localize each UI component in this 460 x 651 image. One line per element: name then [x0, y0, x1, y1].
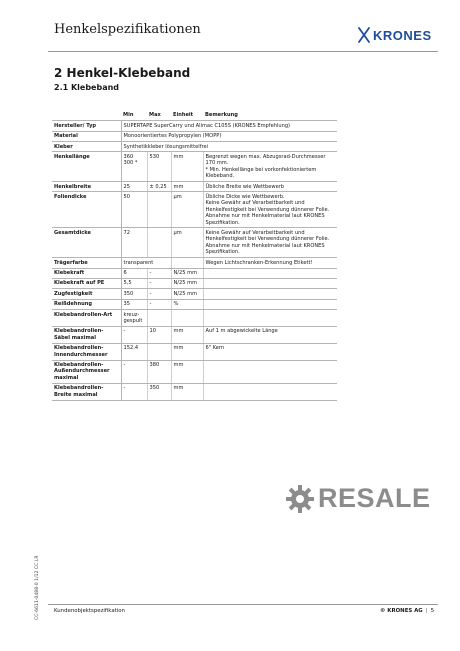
- table-row: [52, 192, 337, 228]
- row-min: 35: [121, 299, 147, 309]
- resale-watermark: [285, 483, 431, 514]
- table-row: [52, 258, 337, 268]
- row-unit: mm: [171, 182, 203, 192]
- row-note: Wegen Lichtschranken-Erkennung Etikett!: [203, 258, 337, 268]
- row-unit: µm: [171, 192, 203, 228]
- row-min: 72: [121, 228, 147, 258]
- row-max: [147, 310, 171, 327]
- row-label: Zugfestigkeit: [52, 289, 121, 299]
- spec-table-body: [52, 121, 337, 400]
- row-label: Reißdehnung: [52, 299, 121, 309]
- row-note: [203, 289, 337, 299]
- column-header-label: [52, 108, 121, 121]
- row-note: [203, 299, 337, 309]
- row-min: 5,5: [121, 278, 147, 288]
- table-row: [52, 289, 337, 299]
- row-unit: mm: [171, 343, 203, 360]
- document-code: CC-6611-0488-0 1/12 CC LR: [35, 555, 40, 620]
- row-unit: µm: [171, 228, 203, 258]
- row-unit: mm: [171, 360, 203, 383]
- footer-separator: |: [425, 608, 428, 614]
- row-note: Keine Gewähr auf Verarbeitbarkeit und Henkelfestigkeit bei Verwendung dünnerer Folie. Abnahme nur mit Henkelmaterial laut KRONES Spezifikation.: [203, 228, 337, 258]
- row-label: Hersteller/ Typ: [52, 121, 121, 131]
- table-row: [52, 268, 337, 278]
- row-note: 6" Kern: [203, 343, 337, 360]
- row-max: [147, 228, 171, 258]
- krones-logo: [358, 27, 432, 43]
- row-min: -: [121, 360, 147, 383]
- footer-document-name: Kundenobjektspezifikation: [54, 608, 125, 614]
- footer-right: [380, 608, 434, 614]
- row-label: Gesamtdicke: [52, 228, 121, 258]
- row-label: Kleber: [52, 142, 121, 152]
- row-value: Synthetikkleber lösungsmittelfrei: [121, 142, 337, 152]
- row-max: 380: [147, 360, 171, 383]
- spec-table: [52, 108, 337, 401]
- row-note: [203, 268, 337, 278]
- row-max: 530: [147, 152, 171, 182]
- page-header-title: Henkelspezifikationen: [54, 22, 201, 37]
- gear-icon: [285, 484, 315, 514]
- row-max: -: [147, 268, 171, 278]
- row-max: [147, 343, 171, 360]
- table-row: [52, 299, 337, 309]
- table-header-row: [52, 108, 337, 121]
- row-label: Foliendicke: [52, 192, 121, 228]
- row-max: -: [147, 299, 171, 309]
- row-max: -: [147, 289, 171, 299]
- row-min: transparent: [121, 258, 171, 268]
- column-header-max: Max: [147, 108, 171, 121]
- header-divider: [48, 51, 438, 52]
- row-label: Henkellänge: [52, 152, 121, 182]
- row-label: Klebebandrollen-Außendurchmesser maximal: [52, 360, 121, 383]
- row-max: ± 0,25: [147, 182, 171, 192]
- footer-company: © KRONES AG: [380, 608, 423, 614]
- table-row: [52, 278, 337, 288]
- row-unit: %: [171, 299, 203, 309]
- row-value: Monoorientiertes Polypropylen (MOPP): [121, 131, 337, 141]
- row-note: [203, 383, 337, 400]
- krones-logo-mark-icon: [358, 27, 370, 43]
- row-unit: [171, 258, 203, 268]
- subsection-title: 2.1 Klebeband: [54, 83, 120, 92]
- table-row: [52, 360, 337, 383]
- row-note: [203, 360, 337, 383]
- row-note: [203, 310, 337, 327]
- table-row: [52, 121, 337, 131]
- row-value: SUPERTAPE SuperCarry und Alimac C105S (KRONES Empfehlung): [121, 121, 337, 131]
- row-max: -: [147, 278, 171, 288]
- row-label: Henkelbreite: [52, 182, 121, 192]
- row-min: -: [121, 326, 147, 343]
- table-row: [52, 228, 337, 258]
- column-header-note: Bemerkung: [203, 108, 337, 121]
- section-title: 2 Henkel-Klebeband: [54, 66, 191, 80]
- row-min: -: [121, 383, 147, 400]
- row-label: Klebebandrollen-Breite maximal: [52, 383, 121, 400]
- table-row: [52, 326, 337, 343]
- row-min: 6: [121, 268, 147, 278]
- row-note: [203, 278, 337, 288]
- row-unit: [171, 310, 203, 327]
- row-min: 350: [121, 289, 147, 299]
- row-label: Klebekraft: [52, 268, 121, 278]
- row-note: Begrenzt wegen max. Abzugsrad-Durchmesser 170 mm. * Min. Henkellänge bei vorkonfektioniertem Klebeband.: [203, 152, 337, 182]
- row-min: 152,4: [121, 343, 147, 360]
- row-note: Auf 1 m abgewickelte Länge: [203, 326, 337, 343]
- row-label: Klebebandrollen-Innendurchmesser: [52, 343, 121, 360]
- table-row: [52, 131, 337, 141]
- row-unit: mm: [171, 152, 203, 182]
- krones-logo-text: KRONES: [373, 27, 432, 43]
- row-unit: mm: [171, 326, 203, 343]
- column-header-unit: Einheit: [171, 108, 203, 121]
- row-min: 25: [121, 182, 147, 192]
- row-note: Übliche Dicke wie Wettbewerb. Keine Gewähr auf Verarbeitbarkeit und Henkelfestigkeit bei Verwendung dünnerer Folie. Abnahme nur mit Henkelmaterial laut KRONES Spezifikation.: [203, 192, 337, 228]
- column-header-min: Min: [121, 108, 147, 121]
- row-unit: N/25 mm: [171, 289, 203, 299]
- table-row: [52, 182, 337, 192]
- row-unit: mm: [171, 383, 203, 400]
- table-row: [52, 142, 337, 152]
- row-min: kreuz- gespult: [121, 310, 147, 327]
- page-number: 5: [430, 608, 434, 614]
- table-row: [52, 343, 337, 360]
- row-max: [147, 192, 171, 228]
- row-label: Material: [52, 131, 121, 141]
- table-row: [52, 310, 337, 327]
- row-min: 50: [121, 192, 147, 228]
- row-min: 360 300 *: [121, 152, 147, 182]
- table-row: [52, 152, 337, 182]
- row-unit: N/25 mm: [171, 278, 203, 288]
- row-unit: N/25 mm: [171, 268, 203, 278]
- row-label: Trägerfarbe: [52, 258, 121, 268]
- row-label: Klebebandrollen-Art: [52, 310, 121, 327]
- footer-divider: [48, 604, 438, 605]
- row-max: 10: [147, 326, 171, 343]
- row-note: Übliche Breite wie Wettbewerb: [203, 182, 337, 192]
- row-label: Klebebandrollen-Säbel maximal: [52, 326, 121, 343]
- table-row: [52, 383, 337, 400]
- row-label: Klebekraft auf PE: [52, 278, 121, 288]
- watermark-text: RESALE: [318, 483, 431, 513]
- row-max: 350: [147, 383, 171, 400]
